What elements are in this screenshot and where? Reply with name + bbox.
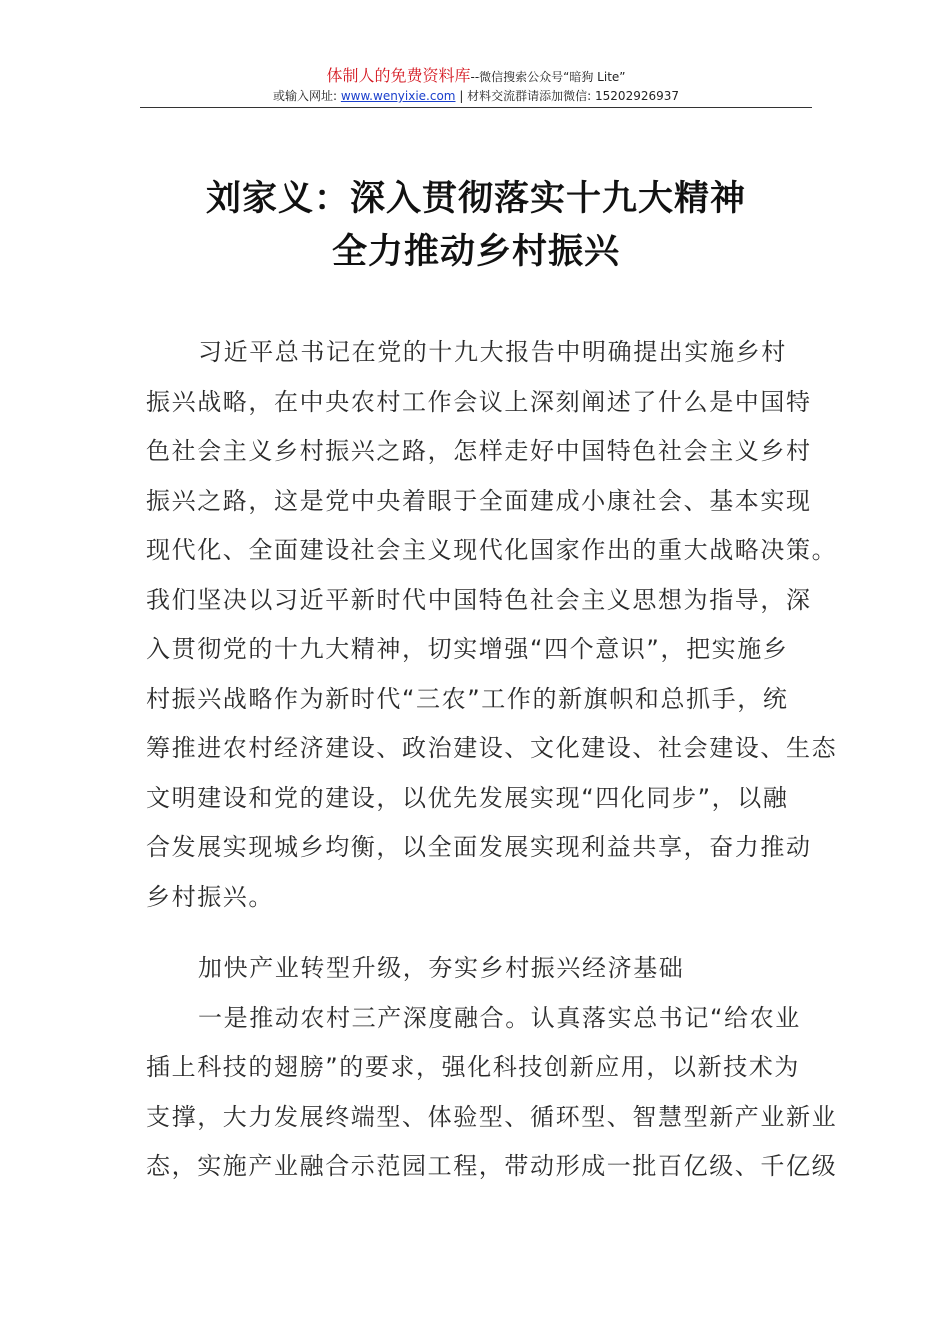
- paragraph-line: 一是推动农村三产深度融合。认真落实总书记“给农业: [198, 1003, 801, 1032]
- paragraph-line: 色社会主义乡村振兴之路，怎样走好中国特色社会主义乡村: [146, 437, 812, 465]
- paragraph-line: 村振兴战略作为新时代“三农”工作的新旗帜和总抓手，统: [146, 684, 789, 713]
- title-line-1: 刘家义：深入贯彻落实十九大精神: [205, 178, 746, 219]
- paragraph-line: 入贯彻党的十九大精神，切实增强“四个意识”，把实施乡: [146, 635, 789, 663]
- paragraph-line: 态，实施产业融合示范园工程，带动形成一批百亿级、千亿级: [146, 1152, 838, 1180]
- paragraph-line: 筹推进农村经济建设、政治建设、文化建设、社会建设、生态: [146, 734, 838, 762]
- paragraph-line: 合发展实现城乡均衡，以全面发展实现利益共享，奋力推动: [146, 833, 812, 861]
- document-title: [140, 172, 812, 278]
- paragraph-line: 现代化、全面建设社会主义现代化国家作出的重大战略决策。: [146, 536, 838, 564]
- header-divider: [140, 107, 812, 108]
- paragraph-line: 文明建设和党的建设，以优先发展实现“四化同步”，以融: [146, 783, 789, 812]
- paragraph-line: 插上科技的翅膀”的要求，强化科技创新应用，以新技术为: [146, 1053, 801, 1081]
- section-heading: 加快产业转型升级，夯实乡村振兴经济基础: [198, 954, 685, 982]
- title-line-2: 全力推动乡村振兴: [331, 231, 620, 272]
- header-contact-suffix: | 材料交流群请添加微信: 15202926937: [455, 89, 680, 103]
- document-header: [140, 66, 812, 105]
- paragraph-line: 振兴之路，这是党中央着眼于全面建成小康社会、基本实现: [146, 486, 812, 515]
- section-industry: [146, 944, 838, 1192]
- header-wechat-hint: --微信搜索公众号“暗狗 Lite”: [470, 70, 626, 84]
- header-website-link[interactable]: www.wenyixie.com: [340, 89, 456, 103]
- paragraph-line: 支撑，大力发展终端型、体验型、循环型、智慧型新产业新业: [146, 1102, 838, 1131]
- header-brand: 体制人的免费资料库: [326, 66, 471, 85]
- paragraph-line: 习近平总书记在党的十九大报告中明确提出实施乡村: [198, 338, 787, 366]
- paragraph-intro: [146, 328, 838, 922]
- header-promo-line: [140, 66, 812, 87]
- header-url-prefix: 或输入网址:: [272, 89, 341, 103]
- paragraph-line: 振兴战略，在中央农村工作会议上深刻阐述了什么是中国特: [146, 387, 812, 416]
- header-contact-line: [140, 87, 812, 105]
- paragraph-line: 乡村振兴。: [146, 882, 274, 911]
- paragraph-line: 我们坚决以习近平新时代中国特色社会主义思想为指导，深: [146, 585, 812, 614]
